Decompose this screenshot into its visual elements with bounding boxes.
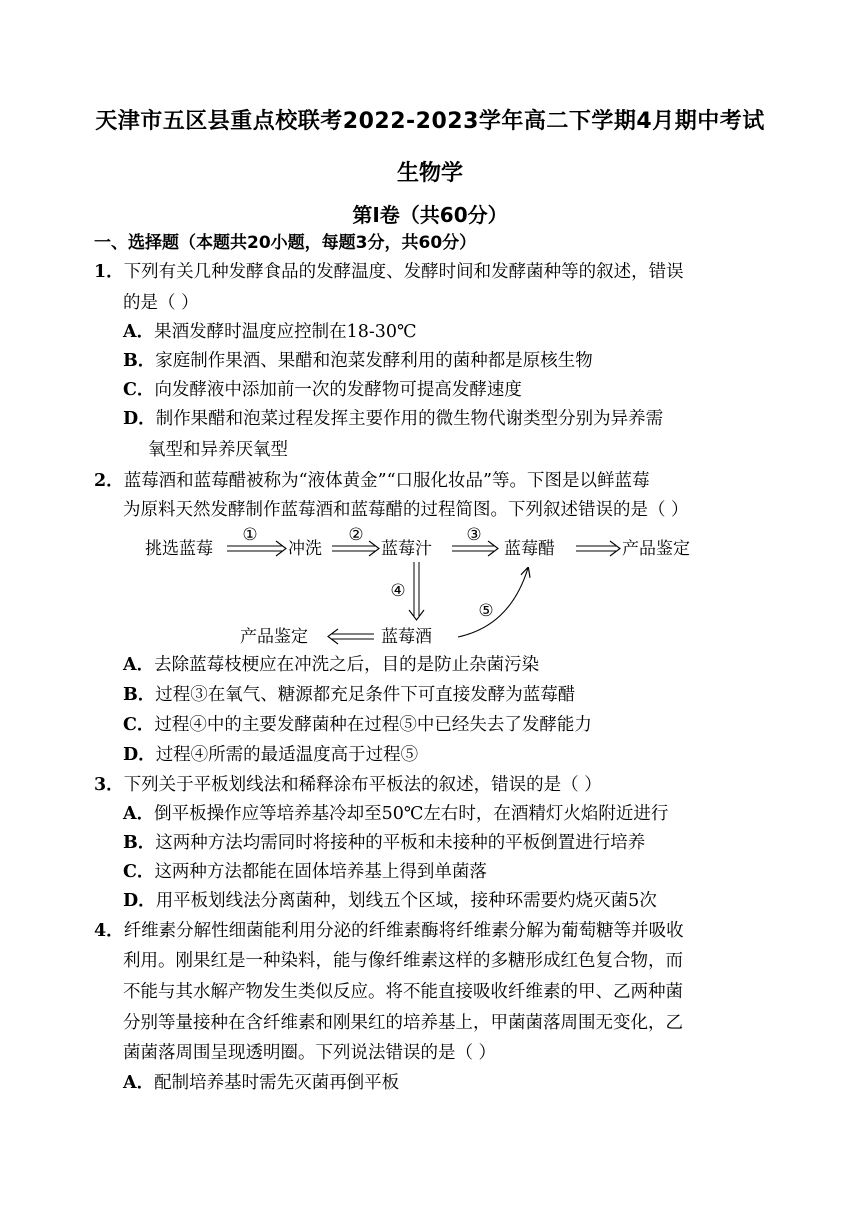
- option-a: A．去除蓝莓枝梗应在冲洗之后，目的是防止杂菌污染: [123, 655, 540, 675]
- option-c: C．这两种方法都能在固体培养基上得到单菌落: [123, 862, 487, 882]
- arrow-4: [390, 562, 424, 620]
- option-a: A．倒平板操作应等培养基冷却至50℃左右时，在酒精灯火焰附近进行: [123, 804, 669, 824]
- step-label-3: ③: [466, 525, 482, 545]
- node-select-blueberry: 挑选蓝莓: [145, 539, 213, 559]
- node-product-test-1: 产品鉴定: [622, 539, 690, 559]
- arrow-3: [452, 525, 498, 556]
- question-stem-line: 3．下列关于平板划线法和稀释涂布平板法的叙述，错误的是（ ）: [94, 775, 602, 795]
- step-label-5: ⑤: [478, 601, 494, 621]
- option-b: B．这两种方法均需同时将接种的平板和未接种的平板倒置进行培养: [123, 833, 646, 853]
- question-number: 4．: [94, 921, 124, 941]
- question-number: 2．: [94, 471, 124, 491]
- option-c: C．向发酵液中添加前一次的发酵物可提高发酵速度: [123, 380, 522, 400]
- question-stem-line: 的是（ ）: [123, 293, 199, 313]
- node-product-test-2: 产品鉴定: [240, 627, 308, 647]
- question-stem-line: 2．蓝莓酒和蓝莓醋被称为“液体黄金”“口服化妆品”等。下图是以鲜蓝莓: [94, 471, 650, 491]
- option-a: A．配制培养基时需先灭菌再倒平板: [123, 1073, 400, 1093]
- node-wash: 冲洗: [288, 539, 322, 559]
- option-b: B．过程③在氧气、糖源都充足条件下可直接发酵为蓝莓醋: [123, 685, 576, 705]
- node-blueberry-juice: 蓝莓汁: [381, 539, 432, 559]
- step-label-2: ②: [348, 525, 364, 545]
- arrow-2: [332, 525, 379, 556]
- option-d: D．过程④所需的最适温度高于过程⑤: [123, 745, 419, 765]
- arrow-to-product-test: [576, 541, 620, 556]
- option-b: B．家庭制作果酒、果醋和泡菜发酵利用的菌种都是原核生物: [123, 351, 593, 371]
- option-a: A．果酒发酵时温度应控制在18-30℃: [123, 322, 417, 342]
- arrow-1: [227, 525, 286, 556]
- process-flow-diagram: [130, 522, 750, 652]
- node-blueberry-wine: 蓝莓酒: [381, 627, 432, 647]
- question-number: 3．: [94, 775, 124, 795]
- option-d: D．用平板划线法分离菌种，划线五个区域，接种环需要灼烧灭菌5次: [123, 891, 657, 911]
- exam-part-heading: 第Ⅰ卷（共60分）: [352, 203, 508, 227]
- question-number: 1．: [94, 262, 124, 282]
- section-heading: 一、选择题（本题共20小题，每题3分，共60分）: [94, 233, 477, 253]
- arrow-to-product-test-2: [328, 629, 374, 644]
- step-label-1: ①: [242, 525, 258, 545]
- question-stem-line: 1．下列有关几种发酵食品的发酵温度、发酵时间和发酵菌种等的叙述，错误: [94, 262, 684, 282]
- arrow-5: [458, 568, 528, 637]
- question-stem-line: 4．纤维素分解性细菌能利用分泌的纤维素酶将纤维素分解为葡萄糖等并吸收: [94, 921, 684, 941]
- step-label-4: ④: [390, 581, 406, 601]
- question-stem-line: 菌菌落周围呈现透明圈。下列说法错误的是（ ）: [123, 1043, 497, 1063]
- exam-subject: 生物学: [396, 161, 463, 186]
- option-d-continuation: 氧型和异养厌氧型: [148, 440, 288, 460]
- option-c: C．过程④中的主要发酵菌种在过程⑤中已经失去了发酵能力: [123, 715, 592, 735]
- question-stem-line: 利用。刚果红是一种染料，能与像纤维素这样的多糖形成红色复合物，而: [123, 951, 683, 971]
- option-d: D．制作果醋和泡菜过程发挥主要作用的微生物代谢类型分别为异养需: [123, 409, 664, 429]
- question-stem-line: 为原料天然发酵制作蓝莓酒和蓝莓醋的过程简图。下列叙述错误的是（ ）: [123, 500, 689, 520]
- question-stem-line: 不能与其水解产物发生类似反应。将不能直接吸收纤维素的甲、乙两种菌: [123, 982, 683, 1002]
- node-blueberry-vinegar: 蓝莓醋: [504, 539, 555, 559]
- question-stem-line: 分别等量接种在含纤维素和刚果红的培养基上，甲菌菌落周围无变化，乙: [123, 1013, 683, 1033]
- exam-title: 天津市五区县重点校联考2022-2023学年高二下学期4月期中考试: [95, 109, 765, 134]
